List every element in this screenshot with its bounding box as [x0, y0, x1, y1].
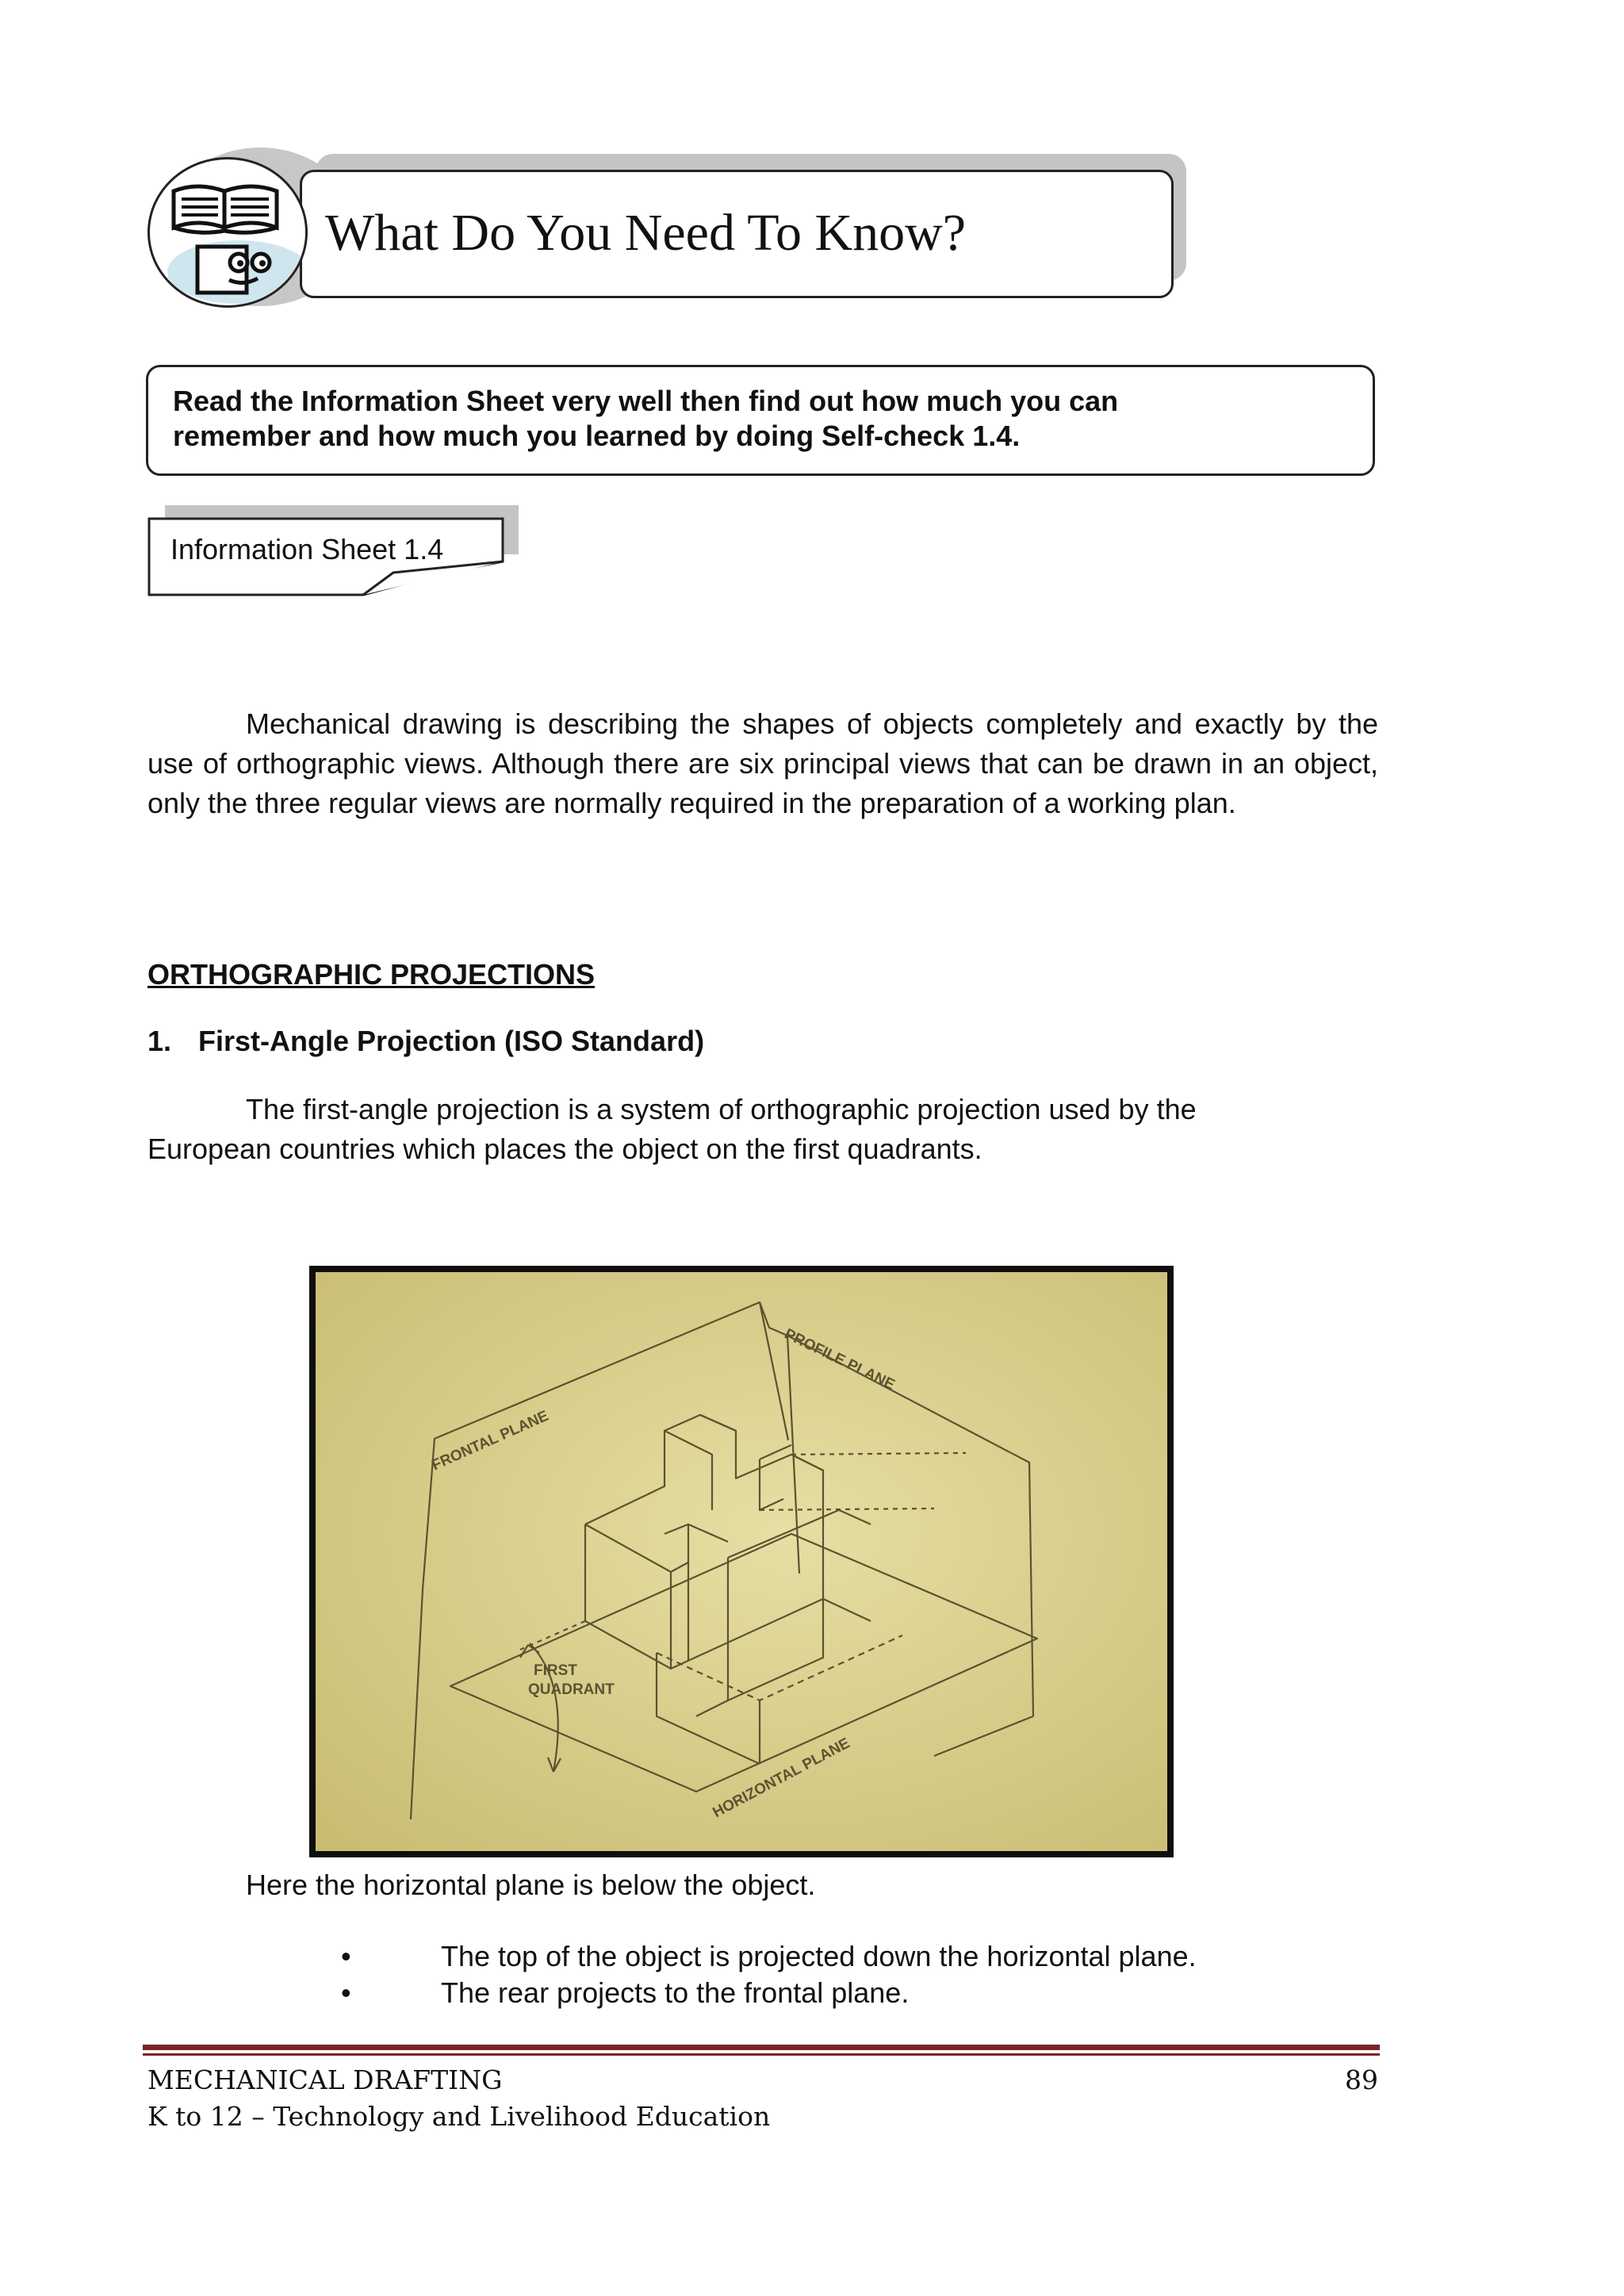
subsection-title: First-Angle Projection (ISO Standard) [198, 1025, 705, 1057]
figure-paper [316, 1272, 1167, 1851]
first-angle-paragraph [147, 1090, 1337, 1169]
instruction-line-1: Read the Information Sheet very well then find out how much you can [173, 385, 1119, 417]
footer-text [147, 2062, 770, 2135]
first-angle-line-1: The first-angle projection is a system of orthographic projection used by the [246, 1093, 1197, 1125]
section-heading: ORTHOGRAPHIC PROJECTIONS [147, 958, 596, 991]
list-item-text: The top of the object is projected down the horizontal plane. [441, 1940, 1197, 1972]
first-label: FIRST [534, 1662, 577, 1679]
first-angle-projection-figure [316, 1272, 1167, 1851]
intro-paragraph [147, 704, 1378, 823]
horizontal-plane-label: HORIZONTAL PLANE [710, 1734, 853, 1822]
footer-rule [143, 2045, 1380, 2050]
list-item [341, 1938, 1197, 1975]
bullet-list [341, 1938, 1197, 2011]
quadrant-label: QUADRANT [528, 1681, 615, 1698]
profile-plane-label: PROFILE PLANE [781, 1325, 898, 1394]
bullet-icon: • [341, 1940, 351, 1972]
figure-caption: Here the horizontal plane is below the object. [246, 1869, 816, 1901]
bullet-icon: • [341, 1976, 351, 2009]
subsection-heading [147, 1025, 704, 1058]
page-title: What Do You Need To Know? [325, 204, 967, 262]
instruction-text [173, 384, 1346, 454]
list-item-text: The rear projects to the frontal plane. [441, 1976, 910, 2009]
footer-course: MECHANICAL DRAFTING [147, 2064, 503, 2095]
list-item [341, 1975, 1197, 2011]
footer-rule-thin [143, 2053, 1380, 2056]
intro-paragraph-text: Mechanical drawing is describing the shapes of objects completely and exactly by the use of orthographic views. Although there are six principal views that can be drawn in an object, only the three regular views are normally required in the preparation of a working plan. [147, 707, 1378, 819]
first-angle-line-2: European countries which places the object on the first quadrants. [147, 1133, 982, 1165]
info-sheet-label: Information Sheet 1.4 [170, 533, 444, 565]
page-number: 89 [1345, 2064, 1378, 2095]
subsection-number: 1. [147, 1025, 172, 1057]
frontal-plane-label: FRONTAL PLANE [429, 1407, 552, 1474]
book-and-reader-icon [147, 157, 308, 308]
footer-subtitle: K to 12 – Technology and Livelihood Education [147, 2101, 771, 2132]
instruction-line-2: remember and how much you learned by doing Self-check 1.4. [173, 420, 1021, 452]
